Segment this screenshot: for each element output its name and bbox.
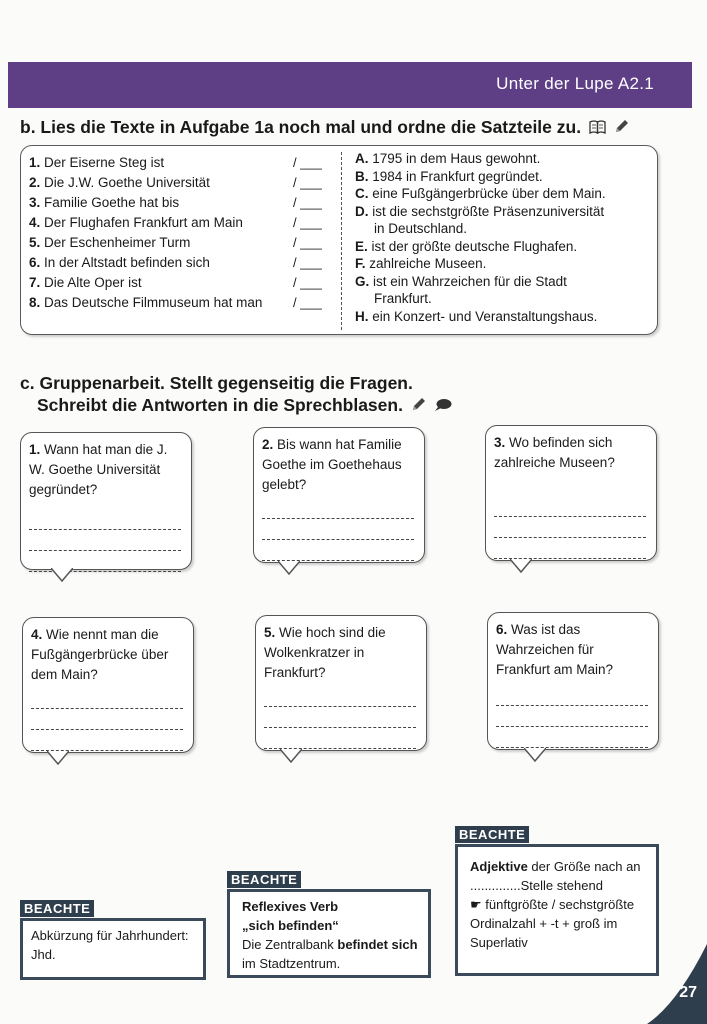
- bubble-tail: [47, 751, 69, 765]
- left-items-list: [29, 155, 329, 315]
- exercise-b-title: b. Lies die Texte in Aufgabe 1a noch mal und ordne die Satzteile zu.: [20, 117, 629, 139]
- answer-blank[interactable]: / ___: [293, 155, 322, 170]
- left-item: 3. Familie Goethe hat bis / ___: [29, 195, 322, 210]
- left-item: 6. In der Altstadt befinden sich / ___: [29, 255, 322, 270]
- exercise-c-title: c. Gruppenarbeit. Stellt gegenseitig die Fragen. Schreibt die Antworten in die Sprechblasen.: [20, 372, 452, 417]
- right-item: F. zahlreiche Museen.: [355, 256, 487, 271]
- right-item: E. ist der größte deutsche Flughafen.: [355, 238, 578, 254]
- speech-bubble-icon: [434, 395, 452, 417]
- speech-bubble-6: 6. Was ist das Wahrzeichen für Frankfurt am Main?: [487, 612, 659, 750]
- right-items-list: [355, 150, 650, 325]
- right-item: C. eine Fußgängerbrücke über dem Main.: [355, 186, 606, 201]
- page-number: 27: [679, 984, 697, 1001]
- speech-bubble-1: 1. Wann hat man die J. W. Goethe Universität gegründet?: [20, 432, 192, 570]
- answer-lines[interactable]: [264, 686, 416, 749]
- speech-bubble-4: 4. Wie nennt man die Fußgängerbrücke über dem Main?: [22, 617, 194, 753]
- bubble-tail: [51, 568, 73, 582]
- book-icon: [589, 118, 606, 139]
- speech-bubble-5: 5. Wie hoch sind die Wolkenkratzer in Frankfurt?: [255, 615, 427, 751]
- right-item: B. 1984 in Frankfurt gegründet.: [355, 168, 543, 184]
- bubble-tail: [510, 559, 532, 573]
- left-item: 2. Die J.W. Goethe Universität / ___: [29, 175, 322, 190]
- answer-blank[interactable]: / ___: [293, 195, 322, 210]
- answer-blank[interactable]: / ___: [293, 235, 322, 250]
- dashed-divider: [341, 152, 342, 330]
- beachte-label: BEACHTE: [455, 826, 529, 843]
- right-item: D. ist die sechstgrößte Präsenzuniversität in Deutschland.: [355, 203, 605, 236]
- answer-blank[interactable]: / ___: [293, 255, 322, 270]
- bubble-tail: [524, 748, 546, 762]
- right-item: H. ein Konzert- und Veranstaltungshaus.: [355, 308, 598, 324]
- beachte-label: BEACHTE: [227, 871, 301, 888]
- speech-bubble-2: 2. Bis wann hat Familie Goethe im Goethehaus gelebt?: [253, 427, 425, 563]
- answer-lines[interactable]: [29, 509, 181, 572]
- answer-lines[interactable]: [262, 498, 414, 561]
- pencil-icon: [411, 395, 426, 417]
- answer-lines[interactable]: [494, 496, 646, 559]
- answer-blank[interactable]: / ___: [293, 175, 322, 190]
- header-title: Unter der Lupe A2.1: [496, 74, 654, 93]
- speech-bubble-3: 3. Wo befinden sich zahlreiche Museen?: [485, 425, 657, 561]
- left-item: 5. Der Eschenheimer Turm / ___: [29, 235, 322, 250]
- right-item: A. 1795 in dem Haus gewohnt.: [355, 151, 541, 166]
- left-item: 8. Das Deutsche Filmmuseum hat man / ___: [29, 295, 322, 310]
- pointing-hand-icon: ☛: [470, 897, 482, 912]
- answer-lines[interactable]: [31, 688, 183, 751]
- answer-blank[interactable]: / ___: [293, 215, 322, 230]
- answer-lines[interactable]: [496, 685, 648, 748]
- page-corner-triangle: [647, 944, 707, 1024]
- pencil-icon: [614, 118, 629, 139]
- beachte-label: BEACHTE: [20, 900, 94, 917]
- beachte-box-reflexive-verb: BEACHTE Reflexives Verb „sich befinden“ Die Zentralbank befindet sich im Stadtzentrum.: [227, 871, 431, 978]
- right-item: G. ist ein Wahrzeichen für die Stadt Frankfurt.: [355, 273, 567, 306]
- answer-blank[interactable]: / ___: [293, 295, 322, 310]
- beachte-box-abbreviation: BEACHTE Abkürzung für Jahrhundert: Jhd.: [20, 900, 206, 980]
- left-item: 7. Die Alte Oper ist / ___: [29, 275, 322, 290]
- left-item: 4. Der Flughafen Frankfurt am Main / ___: [29, 215, 322, 230]
- bubble-tail: [278, 561, 300, 575]
- matching-box: [20, 145, 658, 335]
- bubble-tail: [280, 749, 302, 763]
- answer-blank[interactable]: / ___: [293, 275, 322, 290]
- beachte-box-adjectives: BEACHTE Adjektive der Größe nach an ..............Stelle stehend ☛ fünftgrößte / sechstgrößte Ordinalzahl + -t + groß im Superlativ: [455, 826, 659, 976]
- header-bar: [8, 62, 692, 108]
- left-item: 1. Der Eiserne Steg ist / ___: [29, 155, 322, 170]
